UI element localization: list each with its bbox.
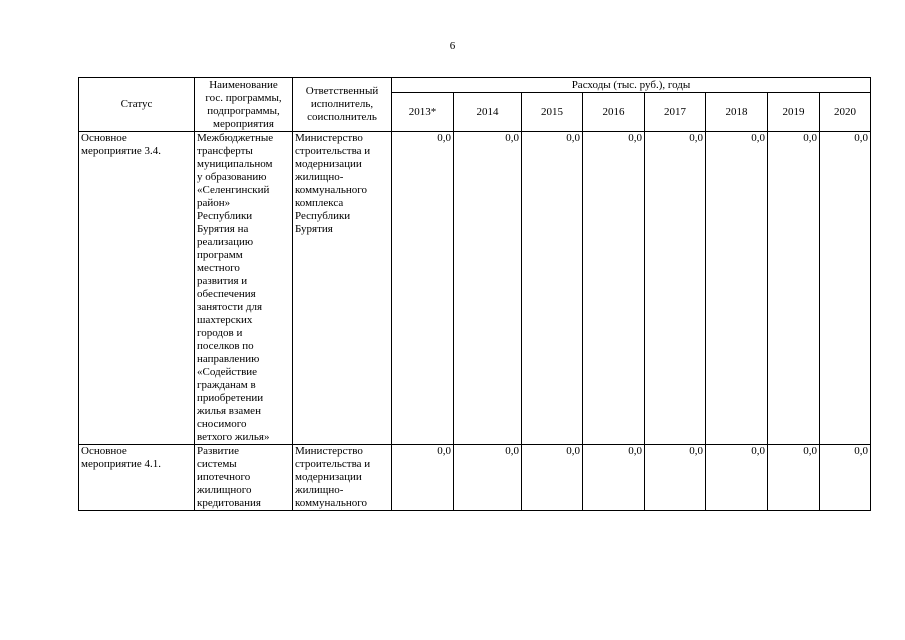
row-value: 0,0 [454,445,522,511]
row-value: 0,0 [820,132,871,445]
header-executor: Ответственный исполнитель, соисполнитель [293,78,392,132]
row-program-name: Развитие системы ипотечного жилищного кредитования [195,445,293,511]
row-value: 0,0 [583,445,645,511]
table-row [79,132,871,445]
row-value: 0,0 [392,132,454,445]
header-year: 2017 [645,93,706,132]
row-value: 0,0 [706,132,768,445]
header-year: 2015 [522,93,583,132]
header-year: 2019 [768,93,820,132]
row-program-name: Межбюджетные трансферты муниципальном у образованию «Селенгинский район» Республики Бурятия на реализацию программ местного развития и обеспечения занятости для шахтерских городов и поселков по направлению «Содействие гражданам в приобретении жилья взамен сносимого ветхого жилья» [195,132,293,445]
page-number: 6 [449,40,456,52]
header-expenses: Расходы (тыс. руб.), годы [392,78,871,93]
header-year: 2020 [820,93,871,132]
row-value: 0,0 [645,132,706,445]
expenses-table [78,77,871,511]
row-value: 0,0 [522,445,583,511]
header-year: 2018 [706,93,768,132]
row-value: 0,0 [645,445,706,511]
row-value: 0,0 [583,132,645,445]
table-row [79,445,871,511]
row-value: 0,0 [706,445,768,511]
row-value: 0,0 [392,445,454,511]
row-status: Основное мероприятие 4.1. [79,445,195,511]
header-program-name: Наименование гос. программы, подпрограммы, мероприятия [195,78,293,132]
row-value: 0,0 [820,445,871,511]
row-executor: Министерство строительства и модернизации жилищно- коммунального [293,445,392,511]
header-year: 2013* [392,93,454,132]
row-value: 0,0 [454,132,522,445]
row-value: 0,0 [768,132,820,445]
header-row-top [79,78,871,93]
row-value: 0,0 [768,445,820,511]
row-executor: Министерство строительства и модернизации жилищно- коммунального комплекса Республики Бурятия [293,132,392,445]
header-status: Статус [79,78,195,132]
row-status: Основное мероприятие 3.4. [79,132,195,445]
header-year: 2016 [583,93,645,132]
header-year: 2014 [454,93,522,132]
row-value: 0,0 [522,132,583,445]
